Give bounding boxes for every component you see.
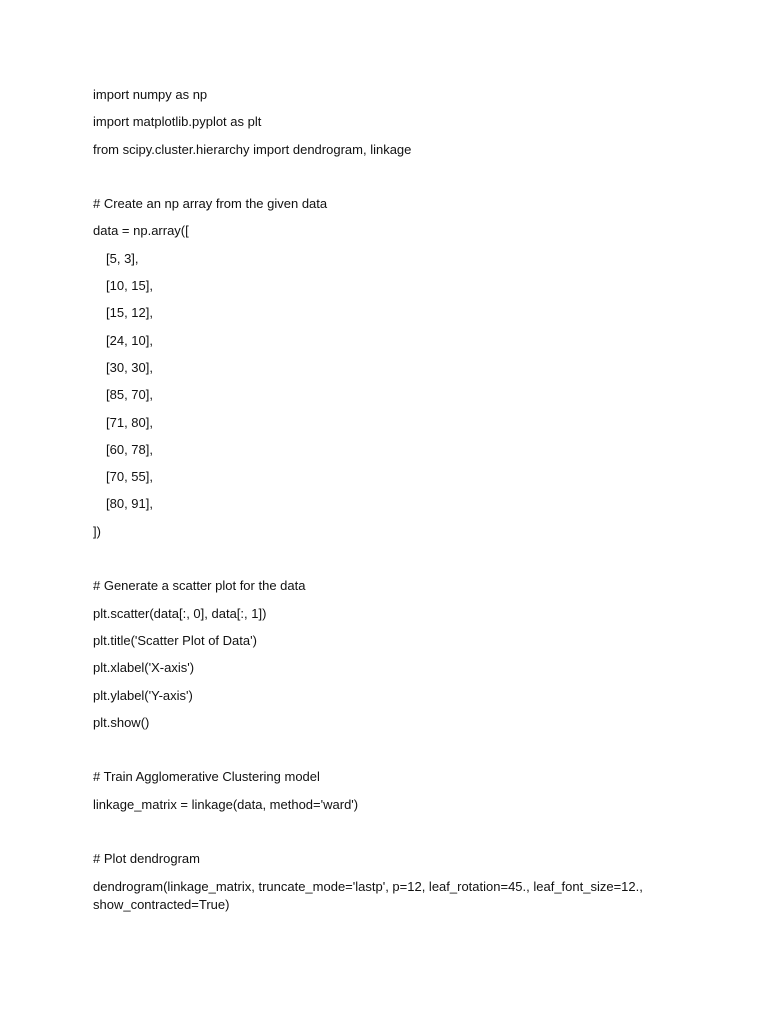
data-row: [10, 15], xyxy=(106,278,153,294)
data-row: [15, 12], xyxy=(106,305,153,321)
data-array-close: ]) xyxy=(93,523,101,539)
xlabel-call-line: plt.xlabel('X-axis') xyxy=(93,660,195,676)
ylabel-call-line: plt.ylabel('Y-axis') xyxy=(93,687,193,703)
comment-train-model: # Train Agglomerative Clustering model xyxy=(93,769,320,785)
comment-scatter-plot: # Generate a scatter plot for the data xyxy=(93,578,306,594)
import-scipy-line: from scipy.cluster.hierarchy import dendrogram, linkage xyxy=(93,141,412,157)
show-call-line: plt.show() xyxy=(93,714,150,730)
import-matplotlib-line: import matplotlib.pyplot as plt xyxy=(93,114,262,130)
blank-line xyxy=(93,823,693,841)
data-row: [5, 3], xyxy=(106,250,139,266)
comment-plot-dendrogram: # Plot dendrogram xyxy=(93,851,200,867)
title-call-line: plt.title('Scatter Plot of Data') xyxy=(93,632,257,648)
import-numpy-line: import numpy as np xyxy=(93,87,208,102)
blank-line xyxy=(93,550,693,568)
data-array-open: data = np.array([ xyxy=(93,223,189,239)
data-row: [70, 55], xyxy=(106,469,153,485)
data-row: [60, 78], xyxy=(106,441,153,457)
data-row: [71, 80], xyxy=(106,414,153,430)
blank-line xyxy=(93,741,693,759)
blank-line xyxy=(93,168,693,186)
data-row: [85, 70], xyxy=(106,387,153,403)
dendrogram-call-line: dendrogram(linkage_matrix, truncate_mode='lastp', p=12, leaf_rotation=45., leaf_font_size=12., show_contracted=True) xyxy=(93,878,643,912)
comment-create-array: # Create an np array from the given data xyxy=(93,196,328,212)
linkage-call-line: linkage_matrix = linkage(data, method='ward') xyxy=(93,796,359,812)
data-row: [30, 30], xyxy=(106,359,153,375)
data-row: [80, 91], xyxy=(106,496,153,512)
code-text-block xyxy=(93,86,693,923)
scatter-call-line: plt.scatter(data[:, 0], data[:, 1]) xyxy=(93,605,267,621)
data-row: [24, 10], xyxy=(106,332,153,348)
